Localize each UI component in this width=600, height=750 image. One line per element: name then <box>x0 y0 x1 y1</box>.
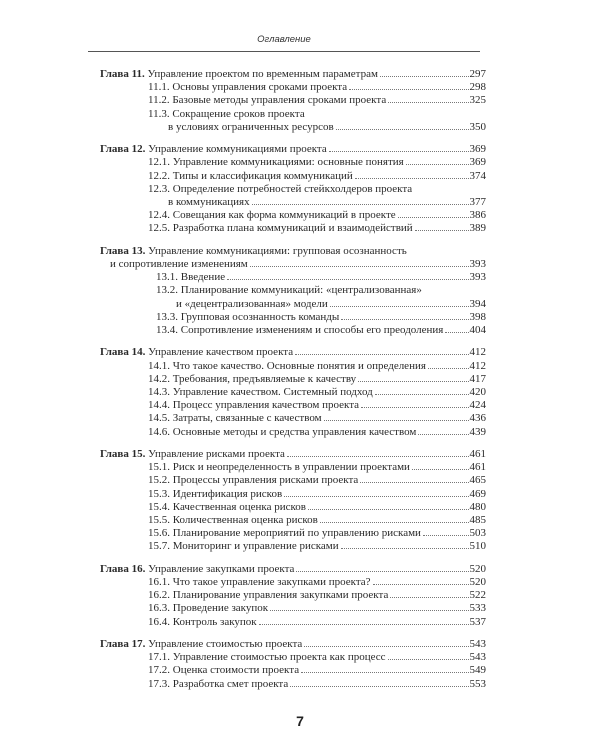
section-entry-label <box>148 461 410 474</box>
page-ref: 520 <box>469 562 486 575</box>
section-title: 17.2. Оценка стоимости проекта <box>148 664 300 677</box>
leader-dots <box>341 548 469 549</box>
page-ref: 461 <box>469 448 486 461</box>
section-entry-label <box>148 589 388 602</box>
leader-dots <box>295 354 468 355</box>
page-ref: 389 <box>469 222 486 235</box>
chapter-number: Глава 15. <box>100 448 146 461</box>
section-entry <box>100 474 486 487</box>
chapter-title: Управление рисками проекта <box>148 448 285 461</box>
chapter-entry-label <box>100 448 285 461</box>
page-ref: 404 <box>469 324 486 337</box>
leader-dots <box>304 646 468 647</box>
leader-dots <box>375 394 469 395</box>
section-entry <box>100 311 486 324</box>
section-entry-label <box>148 156 404 169</box>
leader-dots <box>252 204 469 205</box>
section-entry-label <box>168 121 334 134</box>
section-title-line: 13.2. Планирование коммуникаций: «централизованная» <box>156 284 422 297</box>
page-ref: 553 <box>469 677 486 690</box>
section-entry <box>100 527 486 540</box>
chapter-entry-label <box>110 258 248 271</box>
section-title: 16.1. Что такое управление закупками проекта? <box>148 576 371 589</box>
leader-dots <box>358 381 468 382</box>
leader-dots <box>445 332 468 333</box>
section-entry-label <box>148 170 353 183</box>
leader-dots <box>330 306 469 307</box>
section-entry <box>100 94 486 107</box>
section-entry <box>100 488 486 501</box>
page-ref: 543 <box>469 638 486 651</box>
section-entry-label <box>148 373 356 386</box>
leader-dots <box>341 319 468 320</box>
section-entry <box>100 81 486 94</box>
page-ref: 374 <box>469 169 486 182</box>
section-entry-label <box>148 678 288 691</box>
section-entry-label <box>148 488 282 501</box>
section-title: 12.5. Разработка плана коммуникаций и взаимодействий <box>148 222 413 235</box>
leader-dots <box>324 420 469 421</box>
chapter-title: Управление закупками проекта <box>148 562 295 575</box>
leader-dots <box>227 279 468 280</box>
chapter-number: Глава 12. <box>100 143 146 156</box>
section-title: 16.2. Планирование управления закупками проекта <box>148 589 389 602</box>
section-entry-label <box>168 196 250 209</box>
leader-dots <box>360 482 468 483</box>
section-entry <box>100 602 486 615</box>
chapter-entry-label <box>100 143 327 156</box>
section-entry <box>100 576 486 589</box>
page-ref: 377 <box>469 196 486 209</box>
page-ref: 417 <box>469 372 486 385</box>
section-entry <box>100 360 486 373</box>
chapter-entry <box>100 638 486 651</box>
chapter-block <box>100 143 486 235</box>
section-entry <box>100 651 486 664</box>
page-ref: 393 <box>469 271 486 284</box>
chapter-block <box>100 638 486 691</box>
page-ref: 394 <box>469 297 486 310</box>
running-header: Оглавление <box>257 34 311 45</box>
section-title: 13.3. Групповая осознанность команды <box>156 310 340 323</box>
section-entry <box>100 616 486 629</box>
section-entry-label <box>156 311 339 324</box>
leader-dots <box>388 659 469 660</box>
section-title: 11.2. Базовые методы управления сроками проекта <box>148 94 387 107</box>
page-ref: 461 <box>469 461 486 474</box>
page-number: 7 <box>296 713 304 729</box>
chapter-entry <box>100 346 486 359</box>
section-title: 14.3. Управление качеством. Системный подход <box>148 386 373 399</box>
page-ref: 386 <box>469 209 486 222</box>
page-ref: 549 <box>469 664 486 677</box>
section-title: 17.3. Разработка смет проекта <box>148 677 289 690</box>
section-entry <box>100 121 486 134</box>
leader-dots <box>380 76 469 77</box>
section-entry <box>100 426 486 439</box>
page-ref: 533 <box>469 602 486 615</box>
page-ref: 510 <box>469 540 486 553</box>
leader-dots <box>415 230 469 231</box>
section-entry-label <box>148 474 358 487</box>
section-entry <box>100 664 486 677</box>
chapter-title-part: Управление коммуникациями: групповая осознанность <box>148 244 407 257</box>
section-title: 14.5. Затраты, связанные с качеством <box>148 412 322 425</box>
section-entry <box>100 399 486 412</box>
chapter-title: Управление качеством проекта <box>148 346 294 359</box>
section-title: в условиях ограниченных ресурсов <box>168 120 334 133</box>
section-entry <box>100 271 486 284</box>
page-ref: 520 <box>469 576 486 589</box>
page-ref: 503 <box>469 527 486 540</box>
chapter-title-line <box>100 245 486 258</box>
chapter-block <box>100 68 486 134</box>
section-entry-label <box>148 81 347 94</box>
chapter-number: Глава 16. <box>100 562 146 575</box>
section-entry-label <box>148 94 386 107</box>
section-entry <box>100 222 486 235</box>
chapter-entry-label <box>100 68 378 81</box>
section-entry <box>100 209 486 222</box>
leader-dots <box>296 571 468 572</box>
table-of-contents <box>100 68 486 700</box>
leader-dots <box>336 129 469 130</box>
chapter-entry-label <box>100 563 294 576</box>
section-title: 15.6. Планирование мероприятий по управлению рисками <box>148 527 421 540</box>
page-ref: 298 <box>469 81 486 94</box>
section-title: 13.4. Сопротивление изменениям и способы его преодоления <box>156 324 444 337</box>
chapter-title: Управление стоимостью проекта <box>148 638 303 651</box>
page-ref: 350 <box>469 120 486 133</box>
chapter-number: Глава 14. <box>100 346 146 359</box>
section-entry <box>100 324 486 337</box>
section-title: 15.1. Риск и неопределенность в управлении проектами <box>148 461 410 474</box>
chapter-entry <box>100 68 486 81</box>
leader-dots <box>329 151 469 152</box>
page-ref: 436 <box>469 412 486 425</box>
section-entry <box>100 170 486 183</box>
leader-dots <box>250 266 469 267</box>
leader-dots <box>290 686 468 687</box>
leader-dots <box>320 522 469 523</box>
leader-dots <box>259 624 469 625</box>
section-entry-label <box>148 616 257 629</box>
page-ref: 522 <box>469 589 486 602</box>
page-ref: 369 <box>469 156 486 169</box>
chapter-entry <box>100 563 486 576</box>
chapter-title: и сопротивление изменениям <box>110 258 248 271</box>
page-ref: 480 <box>469 500 486 513</box>
section-entry <box>100 196 486 209</box>
chapter-entry-label <box>100 346 293 359</box>
section-entry <box>100 678 486 691</box>
chapter-title: Управление коммуникациями проекта <box>148 143 327 156</box>
page-ref: 297 <box>469 68 486 80</box>
page-ref: 412 <box>469 359 486 372</box>
section-title-line: 12.3. Определение потребностей стейкхолдеров проекта <box>148 182 413 195</box>
section-entry-label <box>148 412 322 425</box>
section-entry-label <box>176 298 328 311</box>
section-entry-label <box>148 576 371 589</box>
section-entry <box>100 540 486 553</box>
leader-dots <box>270 610 468 611</box>
leader-dots <box>423 535 469 536</box>
leader-dots <box>308 509 469 510</box>
section-title-line: 11.3. Сокращение сроков проекта <box>148 107 305 120</box>
leader-dots <box>412 469 469 470</box>
section-title: 14.1. Что такое качество. Основные понятия и определения <box>148 359 426 372</box>
section-title: 14.6. Основные методы и средства управления качеством <box>148 425 417 438</box>
section-entry <box>100 589 486 602</box>
section-entry-label <box>156 271 225 284</box>
page-ref: 485 <box>469 514 486 527</box>
section-title: и «децентрализованная» модели <box>176 297 328 310</box>
leader-dots <box>349 89 468 90</box>
section-title: 17.1. Управление стоимостью проекта как процесс <box>148 651 386 664</box>
section-entry-label <box>148 602 268 615</box>
chapter-block <box>100 245 486 337</box>
section-entry-label <box>148 360 426 373</box>
section-entry-label <box>148 540 339 553</box>
page-ref: 420 <box>469 386 486 399</box>
section-title: 14.2. Требования, предъявляемые к качеству <box>148 372 357 385</box>
section-entry <box>100 373 486 386</box>
section-entry-label <box>156 324 443 337</box>
section-entry-label <box>148 514 318 527</box>
page-ref: 369 <box>469 143 486 156</box>
section-title: 12.1. Управление коммуникациями: основные понятия <box>148 156 404 169</box>
chapter-block <box>100 448 486 554</box>
section-entry-label <box>148 399 359 412</box>
section-entry <box>100 156 486 169</box>
section-title: 15.4. Качественная оценка рисков <box>148 500 306 513</box>
page-ref: 469 <box>469 487 486 500</box>
chapter-entry <box>100 143 486 156</box>
section-entry <box>100 412 486 425</box>
page-ref: 465 <box>469 474 486 487</box>
section-title: 15.5. Количественная оценка рисков <box>148 514 318 527</box>
chapter-number: Глава 13. <box>100 244 146 257</box>
section-entry <box>100 298 486 311</box>
section-entry-label <box>148 386 373 399</box>
page-ref: 412 <box>469 346 486 359</box>
section-entry <box>100 386 486 399</box>
section-entry-label <box>148 426 416 439</box>
section-entry-label <box>148 501 306 514</box>
leader-dots <box>406 164 469 165</box>
section-entry-label <box>148 209 396 222</box>
section-entry-label <box>148 651 386 664</box>
page-ref: 543 <box>469 651 486 664</box>
leader-dots <box>373 584 469 585</box>
section-title: в коммуникациях <box>168 196 250 209</box>
page-ref: 439 <box>469 425 486 438</box>
header-rule <box>88 51 480 52</box>
leader-dots <box>388 102 468 103</box>
section-entry <box>100 501 486 514</box>
section-title: 15.3. Идентификация рисков <box>148 487 283 500</box>
leader-dots <box>301 672 468 673</box>
chapter-number: Глава 17. <box>100 638 146 651</box>
leader-dots <box>284 496 468 497</box>
section-title: 14.4. Процесс управления качеством проекта <box>148 399 360 412</box>
leader-dots <box>390 597 468 598</box>
page-ref: 393 <box>469 258 486 271</box>
page-ref: 424 <box>469 399 486 412</box>
section-title: 12.2. Типы и классификация коммуникаций <box>148 169 353 182</box>
section-entry-label <box>148 222 413 235</box>
page-ref: 537 <box>469 615 486 628</box>
section-title: 12.4. Совещания как форма коммуникаций в проекте <box>148 209 396 222</box>
chapter-entry <box>100 448 486 461</box>
chapter-block <box>100 563 486 629</box>
section-title: 13.1. Введение <box>156 271 226 284</box>
chapter-number: Глава 11. <box>100 68 145 80</box>
chapter-title: Управление проектом по временным параметрам <box>147 68 378 80</box>
section-title: 16.3. Проведение закупок <box>148 602 269 615</box>
section-title: 16.4. Контроль закупок <box>148 615 257 628</box>
leader-dots <box>361 407 468 408</box>
chapter-entry-label <box>100 638 302 651</box>
section-entry <box>100 514 486 527</box>
leader-dots <box>355 178 469 179</box>
leader-dots <box>418 434 468 435</box>
chapter-block <box>100 346 486 438</box>
leader-dots <box>428 368 469 369</box>
section-title: 11.1. Основы управления сроками проекта <box>148 81 348 94</box>
section-title: 15.2. Процессы управления рисками проекта <box>148 474 359 487</box>
leader-dots <box>287 456 469 457</box>
page-ref: 398 <box>469 310 486 323</box>
leader-dots <box>398 217 469 218</box>
chapter-entry <box>100 258 486 271</box>
section-entry-label <box>148 664 299 677</box>
section-entry-label <box>148 527 421 540</box>
section-entry <box>100 461 486 474</box>
page-ref: 325 <box>469 94 486 107</box>
section-title: 15.7. Мониторинг и управление рисками <box>148 540 339 553</box>
